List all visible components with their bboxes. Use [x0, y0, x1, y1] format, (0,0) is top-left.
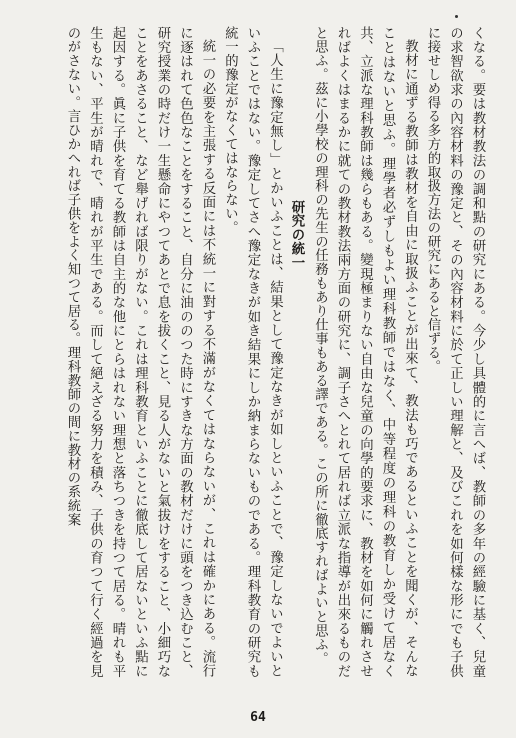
- paragraph-continued: くなる。要は教材教法の調和點の研究にある。今少し具體的に言へば、教師の多年の經驗に基く、兒童の求智欲求の內容材料の豫定と、その內容材料に於て正しい理解と、及びこれを如何樣な形にでも子供に接せしめ得る多方的取扱方法の研究にあると信ずる。: [425, 26, 485, 678]
- section-heading: 研究の統一: [289, 200, 305, 270]
- paragraph: 統一の必要を主張する反面には不統一に對する不滿がなくてはならないが、これは確かにある。流行に逐はれて色色なことをすること、自分に油ののつた時にすきな方面の教材だけに頭をつき込むこと、研究授業の時だけ一生懸命にやつてあとで息を拔くこと、見る人がないと氣拔けをすること、小細巧なことをあさること、など舉げれば限りがない。これは理科教育といふことに徹底して居ないといふ點に起因する。眞に子供を育てる教師は自主的な他にとらはれない理想と落ちつきを持つて居る。晴れも平生もない、平生が晴れで、晴れが平生である。而して絕えざる努力を積み、子供の育つて行く經過を見のがさない。言ひかへれば子供をよく知つて居る。理科教師の間に教材の系統案: [65, 26, 215, 678]
- vertical-text-body: [61, 26, 489, 678]
- paragraph: 教材に通ずる教師は教材を自由に取扱ふことが出來て、教法も巧であるといふことを聞くが、そんなことはないと思ふ。理學者必ずしもよい理科教師ではなく、中等程度の理科の教育しか受けて居なく共、立派な理科教師は幾らもある。變現極まりない自由な兒童の向學的要求に、教材を如何に觸れさせればよくはまるかに就ての教材教法兩方面の研究に、調子さへとれて居れば立派な指導が出來るものだと思ふ。茲に小學校の理科の先生の任務もあり仕事もある譯である。この所に徹底すればよいと思ふ。: [312, 26, 418, 678]
- page-number: 64: [250, 710, 266, 725]
- paragraph: 「人生に豫定無し」とかいふことは、結果として豫定なきが如しといふことで、豫定しないでよいといふことではない。豫定してさへ豫定なきが如き結果にしか納まらないものである。理科教育の研究も統一的豫定がなくてはならない。: [222, 26, 283, 678]
- ink-speck: [455, 15, 458, 18]
